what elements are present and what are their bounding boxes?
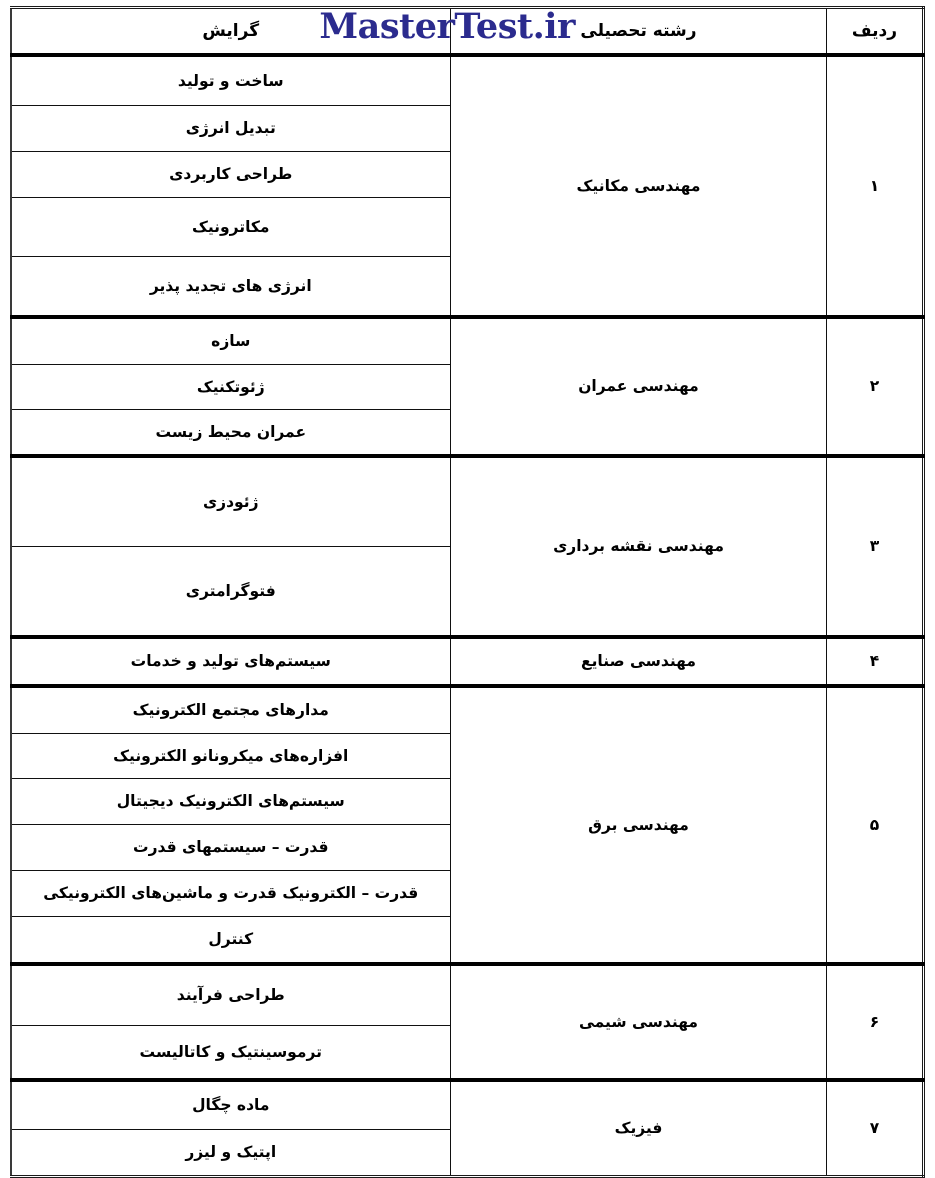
table-row — [11, 1080, 924, 1130]
specialization-cell: ماده چگال — [11, 1080, 451, 1130]
specialization-cell: طراحی فرآیند — [11, 964, 451, 1026]
specialization-cell: قدرت – الکترونیک قدرت و ماشین‌های الکترونیکی — [11, 871, 451, 917]
specialization-cell: مکاترونیک — [11, 198, 451, 257]
field-of-study-cell: مهندسی شیمی — [451, 964, 827, 1080]
fields-specializations-table — [10, 6, 926, 1178]
specialization-cell: ژئوتکنیک — [11, 365, 451, 410]
specialization-cell: عمران محیط زیست — [11, 410, 451, 457]
specialization-cell: مدارهای مجتمع الکترونیک — [11, 686, 451, 734]
row-number-cell: ۵ — [827, 686, 924, 964]
table-header — [11, 8, 924, 56]
table-row — [11, 317, 924, 365]
field-of-study-cell: مهندسی صنایع — [451, 637, 827, 686]
field-of-study-cell: مهندسی عمران — [451, 317, 827, 456]
field-of-study-cell: مهندسی نقشه برداری — [451, 456, 827, 637]
specialization-cell: ترموسینتیک و کاتالیست — [11, 1026, 451, 1081]
column-header-radif: ردیف — [827, 8, 924, 56]
watermark-mastertest: MasterTest.ir — [319, 6, 575, 47]
specialization-cell: تبدیل انرژی — [11, 106, 451, 152]
row-number-cell: ۱ — [827, 55, 924, 317]
table-row — [11, 456, 924, 547]
specialization-cell: سیستم‌های الکترونیک دیجیتال — [11, 779, 451, 825]
row-number-cell: ۲ — [827, 317, 924, 456]
row-number-cell: ۶ — [827, 964, 924, 1080]
row-number-cell: ۴ — [827, 637, 924, 686]
specialization-cell: اپتیک و لیزر — [11, 1130, 451, 1177]
column-header-specialization: گرایش — [11, 8, 451, 56]
column-header-field: رشته تحصیلی — [451, 8, 827, 56]
specialization-cell: سازه — [11, 317, 451, 365]
specialization-cell: طراحی کاربردی — [11, 152, 451, 198]
specialization-cell: افزاره‌های میکرونانو الکترونیک — [11, 734, 451, 779]
field-of-study-cell: مهندسی مکانیک — [451, 55, 827, 317]
field-of-study-cell: مهندسی برق — [451, 686, 827, 964]
specialization-cell: ژئودزی — [11, 456, 451, 547]
table-row — [11, 55, 924, 106]
specialization-cell: کنترل — [11, 917, 451, 965]
table-body — [11, 55, 924, 1177]
table-row — [11, 637, 924, 686]
table-row — [11, 686, 924, 734]
specialization-cell: سیستم‌های تولید و خدمات — [11, 637, 451, 686]
row-number-cell: ۳ — [827, 456, 924, 637]
specialization-cell: انرژی های تجدید پذیر — [11, 257, 451, 318]
field-of-study-cell: فیزیک — [451, 1080, 827, 1177]
table-row — [11, 964, 924, 1026]
specialization-cell: ساخت و تولید — [11, 55, 451, 106]
header-row — [11, 8, 924, 56]
row-number-cell: ۷ — [827, 1080, 924, 1177]
specialization-cell: فتوگرامتری — [11, 547, 451, 638]
specialization-cell: قدرت – سیستمهای قدرت — [11, 825, 451, 871]
